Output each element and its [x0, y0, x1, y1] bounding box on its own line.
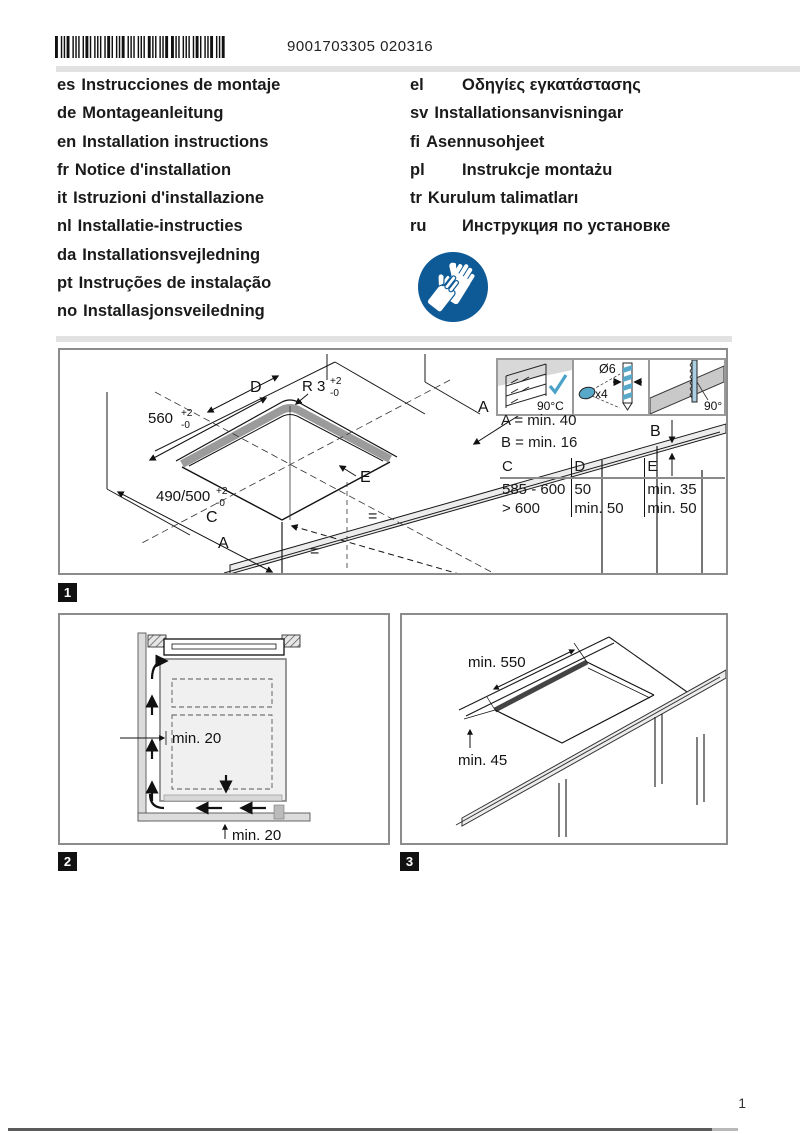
pictogram-heat-resistant	[498, 360, 572, 414]
dim-560-plus: +2	[181, 408, 193, 419]
drill-diameter-label: Ø6	[599, 362, 616, 376]
drill-icon	[574, 360, 648, 414]
dim-490-plus: +2	[216, 486, 228, 497]
cell: min. 50	[645, 498, 726, 517]
barcode-number: 9001703305 020316	[287, 38, 434, 55]
dim-side-label: min. 20	[172, 730, 222, 747]
cell: min. 50	[572, 498, 645, 517]
language-code: en	[57, 132, 77, 151]
language-row	[410, 189, 670, 217]
worktop-environment-lines	[107, 354, 480, 535]
worktop-front-edge	[456, 670, 726, 826]
col-header-D: D	[572, 458, 645, 478]
figure-1-cutout-dimensions	[58, 348, 728, 575]
pictogram-drill	[572, 360, 648, 414]
language-title: Инструкция по установке	[462, 217, 671, 236]
language-title: Installasjonsveiledning	[83, 302, 265, 321]
language-code: ru	[410, 217, 427, 236]
language-row	[57, 189, 280, 217]
wear-gloves-icon	[417, 251, 489, 323]
language-row	[410, 133, 670, 161]
language-title: Kurulum talimatları	[427, 189, 579, 208]
language-row	[57, 302, 280, 330]
dim-front	[458, 710, 507, 769]
screw-hole-icon	[578, 385, 597, 400]
language-code: it	[57, 189, 68, 208]
figure-2-ventilation-clearance	[58, 613, 390, 845]
label-C: C	[206, 509, 218, 526]
cabinet-lines	[559, 714, 704, 837]
language-title: Asennusohjeet	[426, 132, 545, 151]
language-row	[57, 133, 280, 161]
cell: > 600	[502, 500, 540, 517]
heat-resistant-cabinet-icon	[498, 360, 572, 414]
figure-3-worktop-clearance	[400, 613, 728, 845]
drill-count-label: x4	[595, 387, 608, 401]
label-equals-2: =	[310, 543, 320, 560]
dim-490-500: 490/500	[156, 488, 211, 505]
language-row	[57, 217, 280, 245]
page-number: 1	[738, 1095, 746, 1111]
note-b: B = min. 16	[501, 434, 578, 451]
label-A-bottom: A	[218, 535, 229, 552]
language-code: nl	[57, 217, 72, 236]
label-E: E	[360, 469, 371, 486]
language-code: sv	[410, 104, 429, 123]
footer-bar	[8, 1128, 712, 1131]
footer-bar-light	[712, 1128, 738, 1131]
label-A-top: A	[478, 399, 489, 416]
toleranced-dimensions	[148, 376, 342, 509]
language-row	[410, 104, 670, 132]
language-title: Montageanleitung	[82, 104, 224, 123]
language-title: Installationsvejledning	[82, 245, 261, 264]
saw-cut-icon	[650, 360, 724, 414]
figure-1-badge: 1	[58, 583, 77, 602]
dim-radius-plus: +2	[330, 376, 342, 387]
language-title: Notice d'installation	[74, 160, 232, 179]
language-title: Instrukcje montażu	[462, 160, 613, 179]
temp-label: 90°C	[537, 399, 564, 413]
language-row	[57, 161, 280, 189]
wall-section	[138, 633, 146, 821]
dim-560: 560	[148, 410, 174, 427]
dim-490-minus: -0	[216, 498, 225, 509]
cell: 585 - 600	[502, 481, 566, 498]
dim-front-label: min. 45	[458, 752, 508, 769]
label-B: B	[650, 423, 661, 440]
col-header-C: C	[500, 458, 572, 478]
language-code: pl	[410, 160, 425, 179]
table-row	[500, 478, 725, 498]
language-row	[410, 161, 670, 189]
language-row	[410, 217, 670, 245]
language-code: de	[57, 104, 77, 123]
figure-3-drawing	[402, 615, 726, 843]
dimension-notes	[501, 410, 577, 454]
note-a: A = min. 40	[501, 412, 577, 429]
language-row	[57, 104, 280, 132]
barcode	[55, 36, 230, 58]
table-row	[500, 498, 725, 517]
label-equals-1: =	[368, 508, 378, 525]
separator-middle	[56, 336, 732, 342]
dim-radius: R 3	[302, 378, 326, 395]
language-row	[57, 76, 280, 104]
dim-bottom-gap	[225, 825, 281, 843]
language-title: Installatie-instructies	[77, 217, 243, 236]
language-row	[57, 274, 280, 302]
cell: 50	[572, 478, 645, 498]
cut-angle-label: 90°	[704, 399, 723, 413]
language-title: Installationsanvisningar	[434, 104, 624, 123]
language-row	[410, 76, 670, 104]
appliance-foot	[274, 805, 284, 819]
dim-bottom-label: min. 20	[232, 827, 282, 843]
language-title: Instrucciones de montaje	[81, 76, 281, 94]
pictogram-saw-cut	[648, 360, 724, 414]
language-code: no	[57, 302, 78, 321]
col-header-E: E	[645, 458, 726, 478]
language-title: Instruções de instalação	[78, 274, 272, 293]
language-row	[57, 246, 280, 274]
dim-width-label: min. 550	[468, 654, 526, 671]
figure-2-badge: 2	[58, 852, 77, 871]
cde-dimension-table	[500, 458, 725, 517]
language-code: el	[410, 76, 424, 94]
dim-radius-minus: -0	[330, 388, 339, 399]
worktop-back-edges	[459, 637, 690, 716]
figure-3-badge: 3	[400, 852, 419, 871]
language-list-left	[57, 76, 280, 331]
language-title: Installation instructions	[82, 132, 269, 151]
saw-blade	[692, 360, 697, 402]
checkmark-icon	[550, 375, 566, 392]
worktop-and-hob	[148, 635, 300, 655]
pictogram-inset	[496, 358, 726, 416]
separator-top	[56, 66, 800, 72]
language-code: pt	[57, 274, 73, 293]
language-code: es	[57, 76, 76, 94]
label-D: D	[250, 379, 262, 396]
language-code: fi	[410, 132, 421, 151]
language-code: fr	[57, 160, 69, 179]
language-code: da	[57, 245, 77, 264]
language-code: tr	[410, 189, 422, 208]
cell: min. 35	[645, 478, 726, 498]
dim-560-minus: -0	[181, 420, 190, 431]
language-title: Οδηγίες εγκατάστασης	[462, 76, 641, 94]
language-title: Istruzioni d'installazione	[73, 189, 265, 208]
figure-2-drawing	[60, 615, 388, 843]
language-list-right	[410, 76, 670, 246]
